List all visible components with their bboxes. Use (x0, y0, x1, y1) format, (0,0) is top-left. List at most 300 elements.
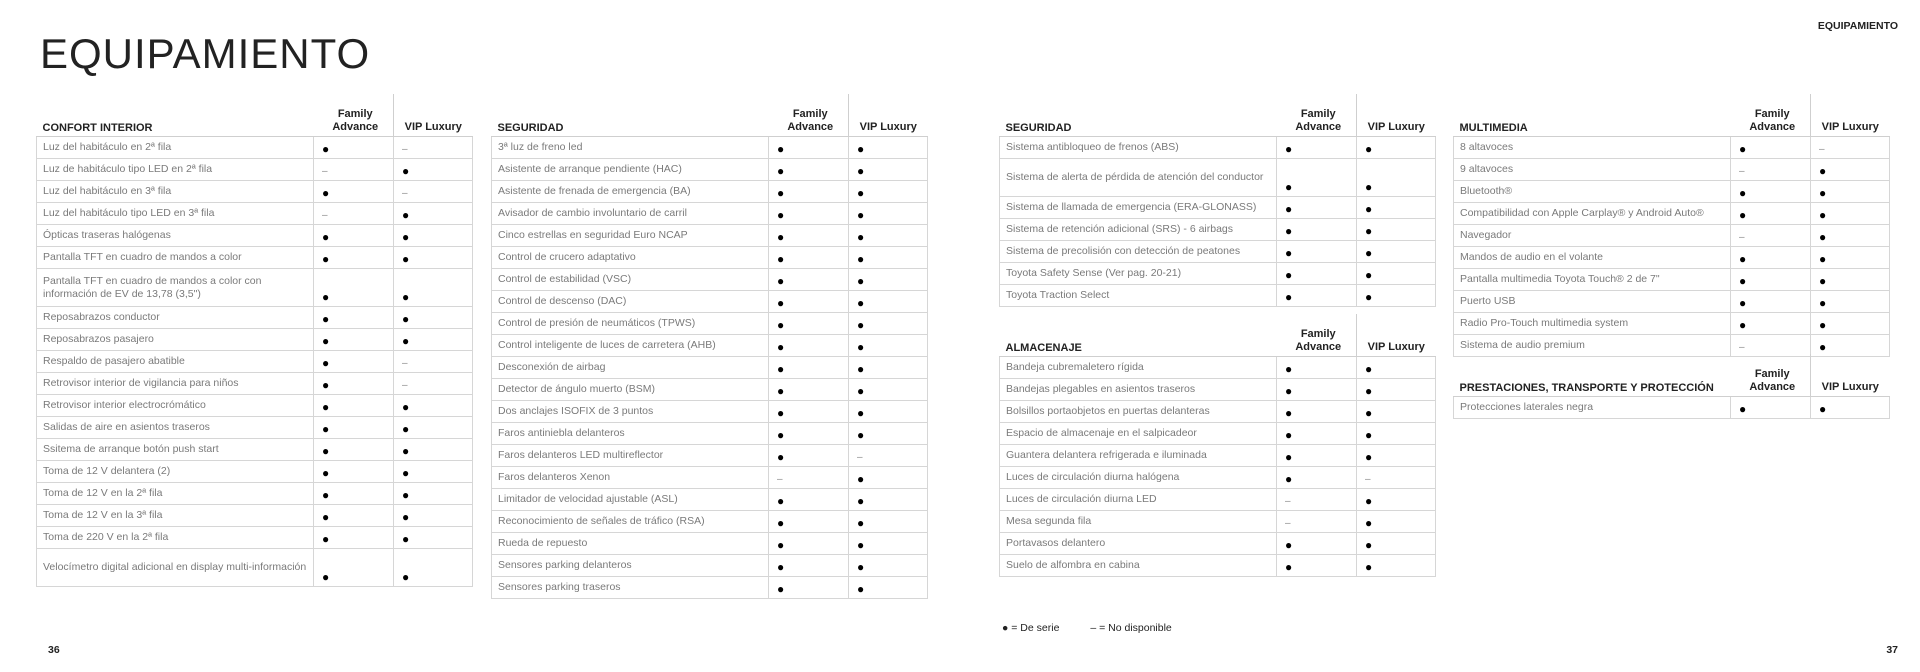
vip-luxury-value: ● (1357, 401, 1436, 423)
table-row (1000, 467, 1436, 489)
feature-label: Pantalla multimedia Toyota Touch® 2 de 7" (1454, 269, 1731, 291)
family-advance-value: ● (1277, 285, 1357, 307)
feature-label: Reconocimiento de señales de tráfico (RSA) (492, 511, 769, 533)
feature-label: Sistema de precolisión con detección de peatones (1000, 241, 1277, 263)
table-row (1000, 511, 1436, 533)
table-almacenaje (999, 314, 1436, 577)
feature-label: Toma de 220 V en la 2ª fila (37, 527, 314, 549)
family-advance-value: ● (1731, 313, 1811, 335)
family-advance-value: ● (314, 505, 394, 527)
family-advance-value: ● (1277, 137, 1357, 159)
family-advance-value: ● (769, 313, 849, 335)
feature-label: Sistema antibloqueo de frenos (ABS) (1000, 137, 1277, 159)
family-advance-value: ● (769, 137, 849, 159)
feature-label: Luces de circulación diurna LED (1000, 489, 1277, 511)
vip-luxury-value: ● (1811, 225, 1890, 247)
vip-luxury-value: ● (849, 181, 928, 203)
vip-luxury-value: ● (849, 291, 928, 313)
column-header-family-advance (1731, 94, 1811, 137)
column-header-vip-luxury: VIP Luxury (849, 94, 928, 137)
vip-luxury-value: ● (394, 527, 473, 549)
feature-label: Desconexión de airbag (492, 357, 769, 379)
vip-luxury-value: – (1357, 467, 1436, 489)
vip-luxury-value: ● (849, 423, 928, 445)
family-advance-value: ● (1277, 263, 1357, 285)
section-header: EQUIPAMIENTO (1817, 20, 1898, 32)
vip-luxury-value: ● (394, 461, 473, 483)
table-row (492, 577, 928, 599)
table-row (1454, 159, 1890, 181)
family-advance-value: ● (314, 137, 394, 159)
feature-label: Toma de 12 V en la 2ª fila (37, 483, 314, 505)
table-row (37, 483, 473, 505)
vip-luxury-value: ● (1357, 263, 1436, 285)
vip-luxury-value: ● (849, 225, 928, 247)
family-advance-value: ● (314, 461, 394, 483)
family-advance-value: ● (314, 181, 394, 203)
vip-luxury-value: ● (849, 159, 928, 181)
vip-luxury-value: ● (849, 203, 928, 225)
table-row (1000, 137, 1436, 159)
feature-label: Luz del habitáculo en 2ª fila (37, 137, 314, 159)
table-row (1000, 263, 1436, 285)
table-confort-interior (36, 94, 473, 587)
table-multimedia (1453, 94, 1890, 357)
family-advance-value: – (1731, 335, 1811, 357)
vip-luxury-value: ● (1811, 181, 1890, 203)
family-advance-value: ● (1277, 241, 1357, 263)
feature-label: Guantera delantera refrigerada e iluminada (1000, 445, 1277, 467)
legend (1002, 622, 1200, 634)
table-title: SEGURIDAD (1000, 94, 1277, 137)
vip-luxury-value: ● (1811, 397, 1890, 419)
column-header-family-line2: Advance (332, 121, 379, 133)
table-row (492, 181, 928, 203)
vip-luxury-value: ● (1357, 489, 1436, 511)
legend-unavailable: – = No disponible (1090, 622, 1172, 634)
feature-label: Ópticas traseras halógenas (37, 225, 314, 247)
vip-luxury-value: ● (849, 313, 928, 335)
feature-label: Respaldo de pasajero abatible (37, 351, 314, 373)
table-row (37, 329, 473, 351)
family-advance-value: – (1731, 159, 1811, 181)
feature-label: Pantalla TFT en cuadro de mandos a color (37, 247, 314, 269)
feature-label: Control de descenso (DAC) (492, 291, 769, 313)
family-advance-value: – (1277, 489, 1357, 511)
family-advance-value: ● (314, 549, 394, 587)
family-advance-value: ● (1277, 423, 1357, 445)
column-header-family-line2: Advance (1295, 121, 1342, 133)
table-row (1000, 241, 1436, 263)
table-row (1000, 445, 1436, 467)
table-row (37, 505, 473, 527)
feature-label: Espacio de almacenaje en el salpicadeor (1000, 423, 1277, 445)
vip-luxury-value: ● (849, 269, 928, 291)
vip-luxury-value: ● (394, 247, 473, 269)
feature-label: Pantalla TFT en cuadro de mandos a color con información de EV de 13,78 (3,5") (37, 269, 314, 307)
family-advance-value: ● (1277, 533, 1357, 555)
table-row (492, 511, 928, 533)
family-advance-value: ● (1731, 181, 1811, 203)
vip-luxury-value: – (1811, 137, 1890, 159)
table-row (492, 137, 928, 159)
table-row (1000, 555, 1436, 577)
feature-label: Sistema de retención adicional (SRS) - 6 airbags (1000, 219, 1277, 241)
feature-label: Limitador de velocidad ajustable (ASL) (492, 489, 769, 511)
table-row (1454, 181, 1890, 203)
feature-label: Mandos de audio en el volante (1454, 247, 1731, 269)
column-header-family-advance (314, 94, 394, 137)
table-title: PRESTACIONES, TRANSPORTE Y PROTECCIÓN (1454, 354, 1731, 397)
vip-luxury-value: ● (1357, 137, 1436, 159)
table-row (1000, 285, 1436, 307)
vip-luxury-value: ● (849, 577, 928, 599)
vip-luxury-value: ● (849, 335, 928, 357)
feature-label: Protecciones laterales negra (1454, 397, 1731, 419)
table-row (1454, 397, 1890, 419)
family-advance-value: ● (769, 401, 849, 423)
family-advance-value: ● (1277, 357, 1357, 379)
feature-label: Retrovisor interior electrocrómático (37, 395, 314, 417)
table-row (37, 527, 473, 549)
column-header-family-line2: Advance (1749, 381, 1796, 393)
vip-luxury-value: ● (849, 489, 928, 511)
column-header-family-advance (769, 94, 849, 137)
vip-luxury-value: ● (1357, 159, 1436, 197)
feature-label: Portavasos delantero (1000, 533, 1277, 555)
table-row (492, 445, 928, 467)
feature-label: Sistema de llamada de emergencia (ERA-GLONASS) (1000, 197, 1277, 219)
table-row (492, 555, 928, 577)
feature-label: Velocímetro digital adicional en display multi-información (37, 549, 314, 587)
column-header-vip-luxury: VIP Luxury (394, 94, 473, 137)
feature-label: Luz del habitáculo en 3ª fila (37, 181, 314, 203)
vip-luxury-value: ● (849, 357, 928, 379)
column-header-family-line2: Advance (1749, 121, 1796, 133)
column-header-family-line1: Family (1754, 108, 1790, 120)
column-header-vip-luxury: VIP Luxury (1357, 314, 1436, 357)
family-advance-value: ● (314, 329, 394, 351)
vip-luxury-value: ● (1357, 357, 1436, 379)
vip-luxury-value: – (394, 181, 473, 203)
column-header-family-line1: Family (792, 108, 828, 120)
feature-label: Suelo de alfombra en cabina (1000, 555, 1277, 577)
family-advance-value: ● (769, 247, 849, 269)
table-row (492, 159, 928, 181)
feature-label: Toma de 12 V delantera (2) (37, 461, 314, 483)
feature-label: Luz del habitáculo tipo LED en 3ª fila (37, 203, 314, 225)
table-row (492, 335, 928, 357)
feature-label: Toma de 12 V en la 3ª fila (37, 505, 314, 527)
feature-label: Reposabrazos conductor (37, 307, 314, 329)
feature-label: Control de presión de neumáticos (TPWS) (492, 313, 769, 335)
feature-label: Puerto USB (1454, 291, 1731, 313)
vip-luxury-value: ● (1357, 445, 1436, 467)
feature-label: Ssitema de arranque botón push start (37, 439, 314, 461)
page-title: EQUIPAMIENTO (40, 30, 371, 77)
family-advance-value: – (1277, 511, 1357, 533)
feature-label: Asistente de frenada de emergencia (BA) (492, 181, 769, 203)
feature-label: Faros delanteros LED multireflector (492, 445, 769, 467)
table-row (37, 269, 473, 307)
table-row (37, 351, 473, 373)
family-advance-value: ● (1731, 269, 1811, 291)
table-row (1454, 203, 1890, 225)
feature-label: Dos anclajes ISOFIX de 3 puntos (492, 401, 769, 423)
vip-luxury-value: ● (394, 395, 473, 417)
feature-label: 8 altavoces (1454, 137, 1731, 159)
family-advance-value: ● (769, 335, 849, 357)
vip-luxury-value: ● (849, 401, 928, 423)
feature-label: Faros antiniebla delanteros (492, 423, 769, 445)
table-row (492, 203, 928, 225)
feature-label: Control de crucero adaptativo (492, 247, 769, 269)
table-title: MULTIMEDIA (1454, 94, 1731, 137)
feature-label: Detector de ángulo muerto (BSM) (492, 379, 769, 401)
family-advance-value: ● (769, 511, 849, 533)
family-advance-value: – (1731, 225, 1811, 247)
table-row (37, 159, 473, 181)
feature-label: Control inteligente de luces de carretera (AHB) (492, 335, 769, 357)
feature-label: Bluetooth® (1454, 181, 1731, 203)
vip-luxury-value: ● (394, 329, 473, 351)
family-advance-value: ● (314, 373, 394, 395)
family-advance-value: ● (314, 225, 394, 247)
family-advance-value: ● (314, 269, 394, 307)
vip-luxury-value: ● (394, 269, 473, 307)
table-row (1000, 159, 1436, 197)
table-row (1454, 247, 1890, 269)
feature-label: Retrovisor interior de vigilancia para niños (37, 373, 314, 395)
vip-luxury-value: ● (849, 467, 928, 489)
column-header-vip-luxury: VIP Luxury (1811, 354, 1890, 397)
table-row (1000, 423, 1436, 445)
family-advance-value: ● (1277, 467, 1357, 489)
family-advance-value: ● (1277, 555, 1357, 577)
family-advance-value: ● (769, 379, 849, 401)
vip-luxury-value: ● (1357, 219, 1436, 241)
column-header-family-line1: Family (1754, 368, 1790, 380)
family-advance-value: ● (1277, 401, 1357, 423)
vip-luxury-value: ● (394, 225, 473, 247)
column-header-vip-luxury: VIP Luxury (1357, 94, 1436, 137)
legend-standard: ● = De serie (1002, 622, 1060, 634)
vip-luxury-value: ● (1811, 159, 1890, 181)
feature-label: 3ª luz de freno led (492, 137, 769, 159)
family-advance-value: ● (314, 307, 394, 329)
vip-luxury-value: ● (394, 159, 473, 181)
vip-luxury-value: ● (1357, 197, 1436, 219)
family-advance-value: ● (1277, 197, 1357, 219)
table-row (1454, 313, 1890, 335)
feature-label: Faros delanteros Xenon (492, 467, 769, 489)
vip-luxury-value: ● (1357, 555, 1436, 577)
column-header-family-advance (1277, 314, 1357, 357)
family-advance-value: ● (769, 269, 849, 291)
family-advance-value: ● (769, 423, 849, 445)
table-row (37, 461, 473, 483)
table-row (1454, 291, 1890, 313)
vip-luxury-value: ● (394, 549, 473, 587)
family-advance-value: ● (769, 225, 849, 247)
family-advance-value: ● (769, 181, 849, 203)
vip-luxury-value: ● (1357, 511, 1436, 533)
table-row (1000, 357, 1436, 379)
table-row (1000, 197, 1436, 219)
vip-luxury-value: ● (394, 203, 473, 225)
table-row (492, 423, 928, 445)
table-row (492, 225, 928, 247)
vip-luxury-value: – (394, 137, 473, 159)
feature-label: Avisador de cambio involuntario de carril (492, 203, 769, 225)
feature-label: Asistente de arranque pendiente (HAC) (492, 159, 769, 181)
feature-label: Reposabrazos pasajero (37, 329, 314, 351)
feature-label: Luces de circulación diurna halógena (1000, 467, 1277, 489)
vip-luxury-value: ● (849, 247, 928, 269)
vip-luxury-value: ● (1357, 423, 1436, 445)
family-advance-value: ● (1731, 291, 1811, 313)
vip-luxury-value: – (394, 373, 473, 395)
table-row (492, 357, 928, 379)
table-row (37, 247, 473, 269)
family-advance-value: ● (769, 445, 849, 467)
family-advance-value: ● (314, 417, 394, 439)
vip-luxury-value: ● (1811, 291, 1890, 313)
column-header-family-line1: Family (1300, 328, 1336, 340)
table-title: SEGURIDAD (492, 94, 769, 137)
column-header-family-advance (1277, 94, 1357, 137)
feature-label: Salidas de aire en asientos traseros (37, 417, 314, 439)
table-title: ALMACENAJE (1000, 314, 1277, 357)
table-row (37, 203, 473, 225)
page-number-left: 36 (48, 644, 60, 656)
table-row (492, 533, 928, 555)
vip-luxury-value: ● (1357, 533, 1436, 555)
vip-luxury-value: ● (394, 439, 473, 461)
vip-luxury-value: ● (849, 511, 928, 533)
family-advance-value: ● (1277, 445, 1357, 467)
table-row (492, 313, 928, 335)
feature-label: Mesa segunda fila (1000, 511, 1277, 533)
vip-luxury-value: ● (1811, 203, 1890, 225)
column-header-family-line1: Family (1300, 108, 1336, 120)
feature-label: Luz de habitáculo tipo LED en 2ª fila (37, 159, 314, 181)
feature-label: Sensores parking traseros (492, 577, 769, 599)
family-advance-value: – (314, 159, 394, 181)
table-row (37, 225, 473, 247)
vip-luxury-value: ● (394, 417, 473, 439)
family-advance-value: ● (314, 395, 394, 417)
table-row (492, 489, 928, 511)
family-advance-value: ● (314, 351, 394, 373)
table-row (37, 395, 473, 417)
feature-label: Bandeja cubremaletero rígida (1000, 357, 1277, 379)
column-header-family-line1: Family (337, 108, 373, 120)
table-row (37, 137, 473, 159)
feature-label: 9 altavoces (1454, 159, 1731, 181)
table-row (1000, 533, 1436, 555)
vip-luxury-value: ● (394, 505, 473, 527)
table-row (1454, 269, 1890, 291)
feature-label: Toyota Safety Sense (Ver pag. 20-21) (1000, 263, 1277, 285)
family-advance-value: ● (1731, 397, 1811, 419)
vip-luxury-value: ● (1811, 335, 1890, 357)
feature-label: Radio Pro-Touch multimedia system (1454, 313, 1731, 335)
table-row (492, 247, 928, 269)
column-header-family-line2: Advance (787, 121, 834, 133)
table-row (37, 373, 473, 395)
family-advance-value: ● (1277, 219, 1357, 241)
table-row (37, 307, 473, 329)
table-row (1454, 225, 1890, 247)
table-row (1000, 379, 1436, 401)
feature-label: Navegador (1454, 225, 1731, 247)
table-row (37, 439, 473, 461)
table-row (37, 181, 473, 203)
family-advance-value: – (314, 203, 394, 225)
table-row (37, 549, 473, 587)
feature-label: Sistema de audio premium (1454, 335, 1731, 357)
feature-label: Compatibilidad con Apple Carplay® y Android Auto® (1454, 203, 1731, 225)
family-advance-value: ● (314, 439, 394, 461)
family-advance-value: ● (1277, 159, 1357, 197)
table-prestaciones (1453, 354, 1890, 419)
family-advance-value: ● (769, 291, 849, 313)
family-advance-value: ● (769, 577, 849, 599)
family-advance-value: ● (1277, 379, 1357, 401)
vip-luxury-value: ● (849, 533, 928, 555)
family-advance-value: ● (769, 555, 849, 577)
table-row (1000, 401, 1436, 423)
vip-luxury-value: ● (394, 307, 473, 329)
page-number-right: 37 (1886, 644, 1898, 656)
vip-luxury-value: ● (1811, 247, 1890, 269)
table-row (492, 291, 928, 313)
family-advance-value: ● (1731, 247, 1811, 269)
table-row (492, 379, 928, 401)
feature-label: Control de estabilidad (VSC) (492, 269, 769, 291)
family-advance-value: ● (769, 533, 849, 555)
table-row (492, 467, 928, 489)
table-seguridad-2 (999, 94, 1436, 307)
family-advance-value: ● (314, 247, 394, 269)
feature-label: Bandejas plegables en asientos traseros (1000, 379, 1277, 401)
table-row (1000, 219, 1436, 241)
vip-luxury-value: ● (849, 379, 928, 401)
table-title: CONFORT INTERIOR (37, 94, 314, 137)
vip-luxury-value: ● (1357, 379, 1436, 401)
column-header-vip-luxury: VIP Luxury (1811, 94, 1890, 137)
column-header-family-advance (1731, 354, 1811, 397)
table-row (492, 269, 928, 291)
vip-luxury-value: – (849, 445, 928, 467)
vip-luxury-value: ● (394, 483, 473, 505)
feature-label: Toyota Traction Select (1000, 285, 1277, 307)
vip-luxury-value: ● (849, 555, 928, 577)
vip-luxury-value: ● (1811, 313, 1890, 335)
table-seguridad (491, 94, 928, 599)
family-advance-value: ● (1731, 203, 1811, 225)
family-advance-value: ● (769, 357, 849, 379)
feature-label: Sistema de alerta de pérdida de atención del conductor (1000, 159, 1277, 197)
feature-label: Cinco estrellas en seguridad Euro NCAP (492, 225, 769, 247)
feature-label: Bolsillos portaobjetos en puertas delanteras (1000, 401, 1277, 423)
table-row (1454, 137, 1890, 159)
family-advance-value: ● (1731, 137, 1811, 159)
table-row (492, 401, 928, 423)
family-advance-value: ● (769, 159, 849, 181)
vip-luxury-value: ● (1357, 285, 1436, 307)
